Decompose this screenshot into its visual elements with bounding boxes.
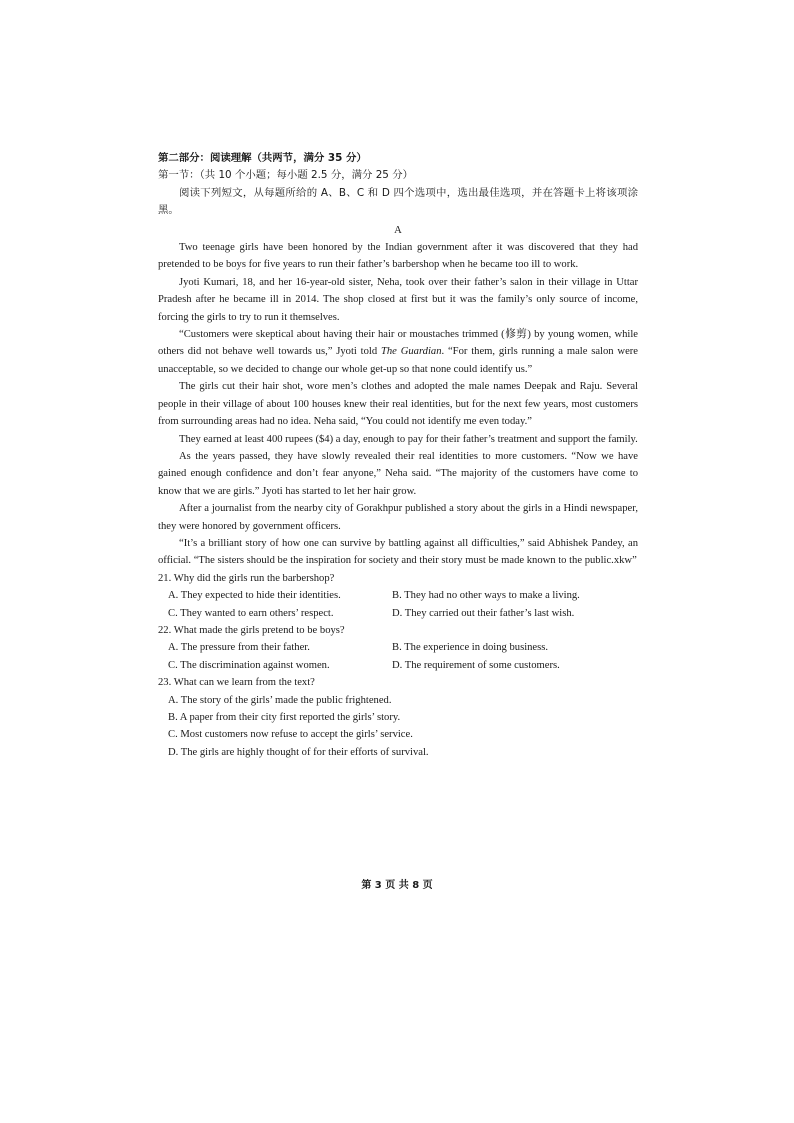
part-title: 第二部分：阅读理解（共两节，满分 35 分） — [158, 152, 367, 164]
page-number-footer: 第 3 页 共 8 页 — [361, 880, 433, 891]
question-21-option-c[interactable]: C. They wanted to earn others’ respect. — [168, 607, 334, 619]
passage-paragraph-2: Jyoti Kumari, 18, and her 16-year-old sister, Neha, took over their father’s salon in their village in Uttar Pradesh after he became ill in 2014. The shop closed at first but it was the family’s only source of income, forcing the girls to try to run it themselves. — [158, 276, 638, 323]
question-21-option-a[interactable]: A. They expected to hide their identities. — [168, 590, 341, 602]
paragraph-3-rest: . “For them, girls running a male salon were unacceptable, so we decided to change our whole get-up so that none could identify us.” — [158, 346, 638, 375]
question-21-stem: 21. Why did the girls run the barbershop? — [158, 572, 335, 584]
question-21-option-d[interactable]: D. They carried out their father’s last wish. — [392, 607, 575, 619]
question-23-option-d[interactable]: D. The girls are highly thought of for their efforts of survival. — [168, 746, 429, 758]
passage-paragraph-8: “It’s a brilliant story of how one can survive by battling against all difficulties,” said Abhishek Pandey, an official. “The sisters should be the inspiration for society and their story must be made known to the public.xkw” — [158, 537, 638, 567]
paragraph-3-text: “Customers were skeptical about having their hair or moustaches trimmed (修剪) by young women, while others did not behave well towards us,” Jyoti told — [158, 329, 638, 358]
question-22-options-row-2 — [158, 657, 638, 674]
question-22-option-d[interactable]: D. The requirement of some customers. — [392, 659, 560, 671]
question-22-option-b[interactable]: B. The experience in doing business. — [392, 642, 549, 654]
instructions: 阅读下列短文，从每题所给的 A、B、C 和 D 四个选项中，选出最佳选项，并在答题卡上将该项涂黑。 — [158, 186, 638, 217]
passage-paragraph-7: After a journalist from the nearby city of Gorakhpur published a story about the girls in a Hindi newspaper, they were honored by government officers. — [158, 503, 638, 532]
passage-letter: A — [394, 224, 402, 236]
passage-paragraph-5: They earned at least 400 rupees ($4) a day, enough to pay for their father’s treatment and support the family. — [179, 433, 638, 445]
question-23-option-b[interactable]: B. A paper from their city first reported the girls’ story. — [168, 712, 401, 723]
question-22-option-a[interactable]: A. The pressure from their father. — [168, 642, 310, 654]
section-title: 第一节：（共 10 个小题；每小题 2.5 分，满分 25 分） — [158, 169, 414, 182]
question-22-option-c[interactable]: C. The discrimination against women. — [168, 659, 330, 671]
newspaper-name: The Guardian — [380, 346, 442, 358]
passage-paragraph-4: The girls cut their hair shot, wore men’s clothes and adopted the male names Deepak and Raju. Several people in their village of about 100 houses knew their real identities, but for the next few years, most customers from surrounding areas had no idea. Neha said, “You could not identify me even today.” — [158, 381, 638, 428]
question-23-option-a[interactable]: A. The story of the girls’ made the public frightened. — [168, 694, 392, 706]
question-23-stem: 23. What can we learn from the text? — [158, 677, 315, 689]
question-21-options-row-2 — [158, 605, 638, 622]
passage-paragraph-6: As the years passed, they have slowly revealed their real identities to more customers. “Now we have gained enough confidence and don’t fear anyone,” Neha said. “The majority of the customers have come to know that we are girls.” Jyoti has started to let her hair grow. — [158, 450, 638, 497]
passage-paragraph-1: Two teenage girls have been honored by the Indian government after it was discovered that they had pretended to be boys for five years to run their father’s barbershop when he became too ill to work. — [158, 242, 638, 271]
passage-paragraph-3 — [158, 326, 638, 378]
question-22-stem: 22. What made the girls pretend to be boys? — [158, 624, 345, 636]
question-21-option-b[interactable]: B. They had no other ways to make a living. — [392, 590, 580, 602]
question-22-options-row-1 — [158, 639, 638, 656]
question-21-options-row-1 — [158, 587, 638, 604]
question-23-option-c[interactable]: C. Most customers now refuse to accept the girls’ service. — [168, 729, 413, 741]
page-content — [158, 150, 638, 761]
